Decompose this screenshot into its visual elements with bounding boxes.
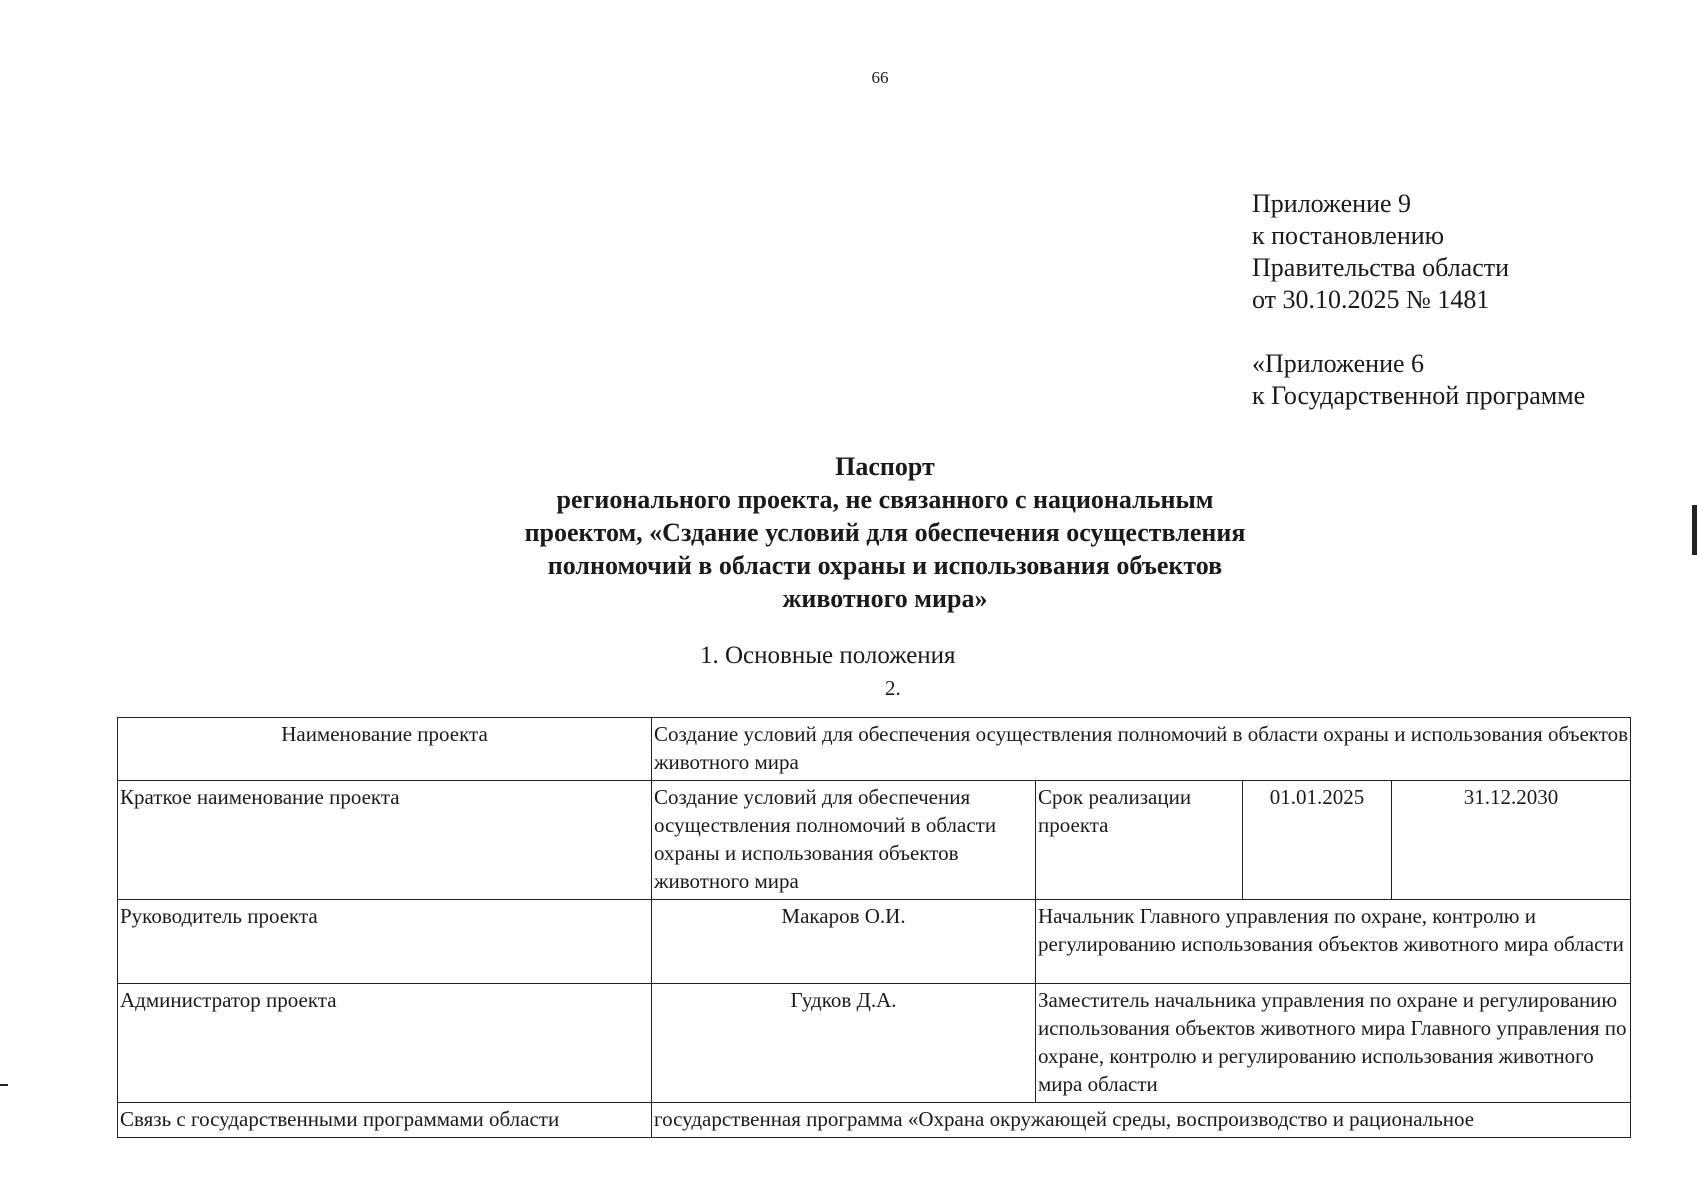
administrator-position: Заместитель начальника управления по охране и регулированию использования объектов животного мира Главного управления по охране, контролю и регулированию использования животного мира области [1036,984,1631,1103]
passport-table [117,717,1631,1138]
scan-edge-mark [1692,505,1697,555]
table-row [118,1103,1631,1138]
document-title [380,450,1390,615]
appendix-line: Приложение 9 [1252,189,1412,218]
leader-name: Макаров О.И. [652,900,1036,984]
appendix-line: «Приложение 6 [1252,349,1425,378]
short-name-value: Создание условий для обеспечения осуществления полномочий в области охраны и использования объектов животного мира [652,781,1036,900]
table-row [118,718,1631,781]
administrator-name: Гудков Д.А. [652,984,1036,1103]
appendix-gap [1252,316,1585,348]
appendix-line: от 30.10.2025 № 1481 [1252,285,1490,314]
programs-value: государственная программа «Охрана окружающей среды, воспроизводство и рациональное [652,1103,1631,1138]
scan-left-tick [0,1084,8,1086]
row-label-project-name: Наименование проекта [118,718,652,781]
project-name-value: Создание условий для обеспечения осуществления полномочий в области охраны и использования объектов животного мира [652,718,1631,781]
title-line: полномочий в области охраны и использования объектов [547,551,1223,580]
appendix-line: Правительства области [1252,253,1510,282]
title-line: проектом, «Сздание условий для обеспечения осуществления [524,518,1246,547]
leader-position: Начальник Главного управления по охране, контролю и регулированию использования объектов животного мира области [1036,900,1631,984]
table-row [118,781,1631,900]
appendix-line: к постановлению [1252,221,1445,250]
table-row [118,984,1631,1103]
section-subnumber: 2. [885,676,901,700]
row-label-short-name: Краткое наименование проекта [118,781,652,900]
appendix-block [1252,188,1585,412]
title-line: Паспорт [835,452,935,481]
title-line: регионального проекта, не связанного с национальным [556,485,1214,514]
period-end: 31.12.2030 [1392,781,1631,900]
row-label-administrator: Администратор проекта [118,984,652,1103]
table-row [118,900,1631,984]
row-label-leader: Руководитель проекта [118,900,652,984]
page-number: 66 [871,68,889,87]
section-heading: 1. Основные положения [700,642,956,669]
appendix-line: к Государственной программе [1252,381,1586,410]
period-label: Срок реализации проекта [1036,781,1243,900]
title-line: животного мира» [782,584,988,613]
period-start: 01.01.2025 [1243,781,1392,900]
row-label-programs: Связь с государственными программами области [118,1103,652,1138]
